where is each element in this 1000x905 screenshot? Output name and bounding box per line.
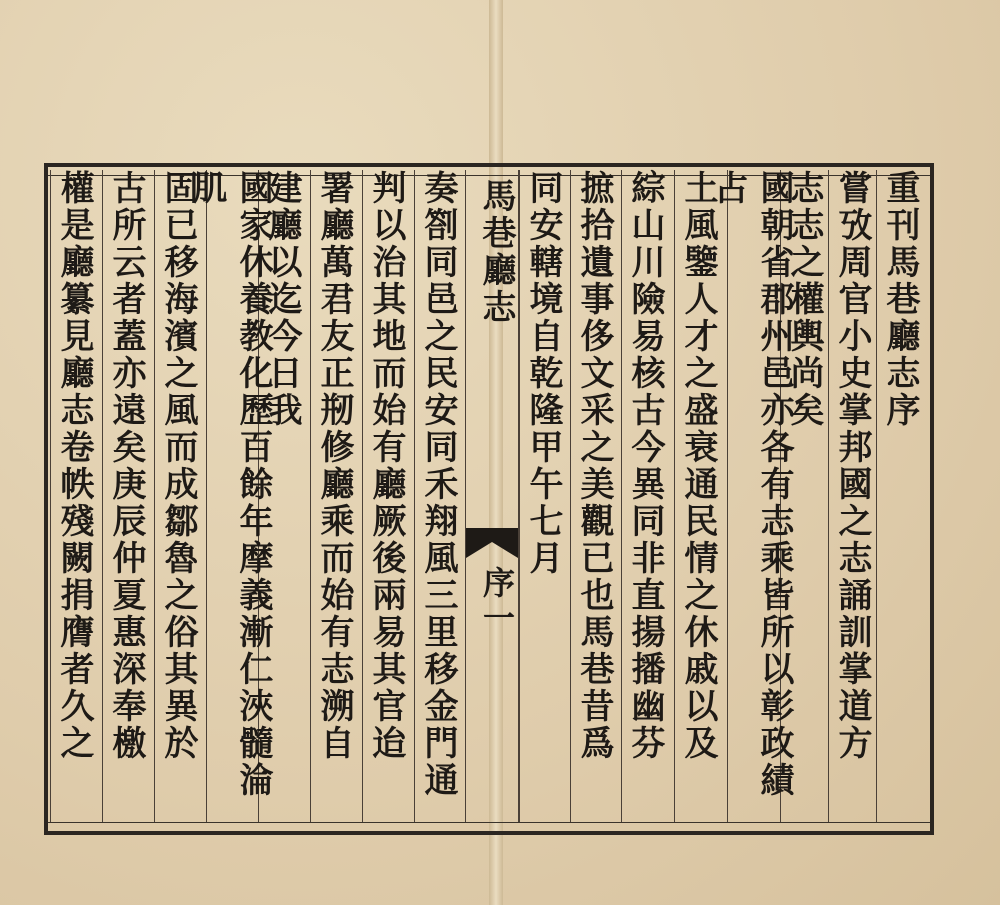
text-column: 判以治其地而始有廳厥後兩易其官迨: [362, 170, 409, 822]
text-column: 重刊馬巷廳志序: [876, 170, 923, 822]
center-margin: [465, 170, 519, 822]
text-column: 權是廳纂見廳志卷帙殘闕捐膺者久之: [50, 170, 97, 822]
text-column: 土風鑒人才之盛衰通民情之休戚以及: [674, 170, 721, 822]
text-column: 志志之權輿尚矣: [780, 170, 827, 822]
fishtail-mark: [466, 528, 518, 558]
text-column: 固已移海濱之風而成鄒魯之俗其異於: [154, 170, 201, 822]
section-label: 序一: [478, 566, 516, 636]
text-column: 綜山川險易核古今異同非直揚播幽芬: [621, 170, 668, 822]
text-column: 同安轄境自乾隆甲午七月: [519, 170, 566, 822]
text-column: 古所云者蓋亦遠矣庚辰仲夏惠深奉檄: [102, 170, 149, 822]
text-column: 國朝省郡州邑亦各有志乘皆所以彰政績占: [727, 170, 774, 822]
frame-bottom-rule: [48, 822, 930, 823]
text-column: 建廳以迄今日我: [258, 170, 305, 822]
text-column: 奏劄同邑之民安同禾翔風三里移金門通: [414, 170, 461, 822]
text-column: 摭拾遺事侈文采之美觀已也馬巷昔爲: [570, 170, 617, 822]
text-column: 署廳萬君友正剏修廳乘而始有志溯自: [310, 170, 357, 822]
text-column: 嘗攷周官小史掌邦國之志誦訓掌道方: [828, 170, 875, 822]
book-title: 馬巷廳志: [476, 178, 516, 326]
text-column: 國家休養教化歷百餘年摩義漸仁浹髓淪肌: [206, 170, 253, 822]
